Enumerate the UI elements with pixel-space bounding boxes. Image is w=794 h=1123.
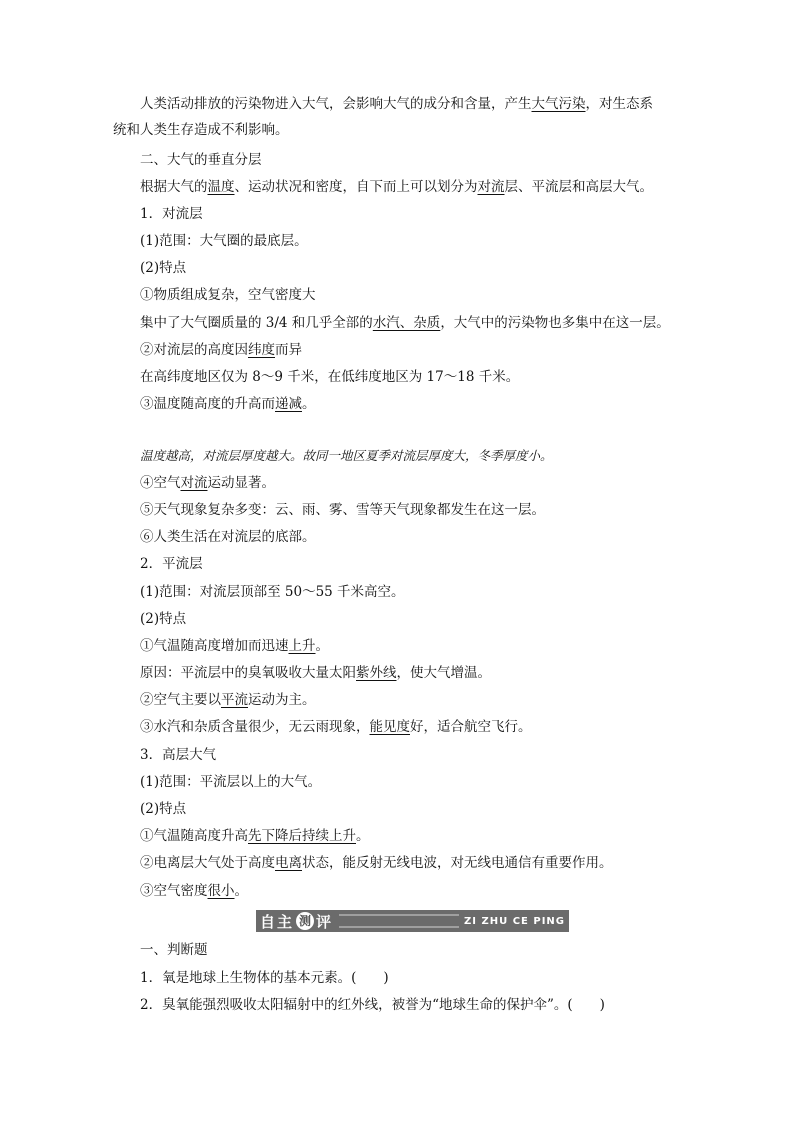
text-line [140,663,491,683]
text-line [140,340,302,360]
text: 2．平流层 [140,556,203,572]
text: 温度越高，对流层厚度越大。故同一地区夏季对流层厚度大，冬季厚度小。 [140,448,553,463]
text: ①气温随高度升高 [140,828,248,844]
underlined-term: 递减 [275,396,302,412]
text-line [140,231,308,251]
text-line [140,527,316,547]
text-line [140,690,316,710]
paragraph-pollution [140,94,653,114]
underlined-term: 大气污染 [531,96,586,112]
quiz-question-1 [140,968,389,988]
text: ④空气 [140,475,181,491]
underlined-term: 先下降后持续上升 [248,828,356,844]
text: 而异 [275,342,302,358]
self-assessment-banner [256,910,569,932]
banner-char: 评 [316,912,334,931]
text-line [140,313,670,333]
text-line [140,636,329,656]
text: ①物质组成复杂，空气密度大 [140,287,316,303]
text-line [140,285,316,305]
text: ③温度随高度的升高而 [140,396,275,412]
text: 好，适合航空飞行。 [410,719,532,735]
underlined-term: 对流 [477,179,505,195]
text: ②对流层的高度因 [140,342,248,358]
text: (2)特点 [140,260,187,276]
text-line [140,717,532,737]
text: 二、大气的垂直分层 [140,152,262,168]
banner-circle-char: 测 [296,912,314,930]
quiz-question-2 [140,995,605,1015]
text: (2)特点 [140,611,187,627]
underlined-term: 水汽、杂质 [372,315,441,331]
text: ③水汽和杂质含量很少，无云雨现象， [140,719,370,735]
text: 运动显著。 [207,475,275,491]
text: (2)特点 [140,801,187,817]
text: 。 [315,638,329,654]
text: ，使大气增温。 [396,665,491,681]
text: ③空气密度 [140,883,208,899]
text-line [140,394,316,414]
text: ，对生态系 [585,96,653,112]
text: 3．高层大气 [140,747,217,763]
text: 集中了大气圈质量的 3/4 和几乎全部的 [140,315,373,331]
text-line [140,500,545,520]
quiz-heading [140,940,208,960]
text-line [140,473,275,493]
text: 1．对流层 [140,206,203,222]
underlined-term: 对流 [180,475,208,491]
text: 层、平流层和高层大气。 [504,179,653,195]
text: ②电离层大气处于高度 [140,855,275,871]
text: 一、判断题 [140,942,208,958]
text: ②空气主要以 [140,692,221,708]
banner-pinyin: ZI ZHU CE PING [464,915,565,927]
text-line [140,258,186,278]
text-line [140,582,405,602]
text-line [140,826,370,846]
underlined-term: 平流 [221,692,248,708]
text: (1)范围：平流层以上的大气。 [140,774,322,790]
text: 。 [302,396,316,412]
text: 统和人类生存造成不利影响。 [113,122,289,138]
underlined-term: 温度 [207,179,235,195]
text-line [140,609,186,629]
text: 在高纬度地区仅为 8～9 千米，在低纬度地区为 17～18 千米。 [140,369,520,385]
text: (1)范围：大气圈的最底层。 [140,233,308,249]
section-heading [140,150,262,170]
underlined-term: 纬度 [248,342,275,358]
text: 。 [234,883,248,899]
text: ，大气中的污染物也多集中在这一层。 [440,315,670,331]
text: ⑥人类生活在对流层的底部。 [140,529,316,545]
subheading-stratosphere [140,554,203,574]
text: 运动为主。 [248,692,316,708]
text-line [140,881,248,901]
text: (1)范围：对流层顶部至 50～55 千米高空。 [140,584,405,600]
banner-char: 自 [260,912,278,931]
subheading-upper-atmosphere [140,745,216,765]
text-line [140,853,613,873]
text: 、运动状况和密度，自下而上可以划分为 [234,179,478,195]
text-line [140,799,186,819]
underlined-term: 上升 [288,638,316,654]
text: 根据大气的 [140,179,208,195]
text-line [140,772,321,792]
underlined-term: 紫外线 [356,665,397,681]
paragraph-pollution-cont [113,120,289,140]
underlined-term: 很小 [207,883,235,899]
handwritten-note [140,446,553,466]
banner-divider [339,914,459,928]
underlined-term: 能见度 [369,719,410,735]
text: ⑤天气现象复杂多变：云、雨、雾、雪等天气现象都发生在这一层。 [140,502,545,518]
text: 状态，能反射无线电波，对无线电通信有重要作用。 [302,855,613,871]
text: 原因：平流层中的臭氧吸收大量太阳 [140,665,356,681]
text: 人类活动排放的污染物进入大气，会影响大气的成分和含量，产生 [140,96,532,112]
text: 1．氧是地球上生物体的基本元素。( ) [140,970,389,986]
paragraph-layers [140,177,653,197]
text-line [140,367,519,387]
text: 2．臭氧能强烈吸收太阳辐射中的红外线，被誉为“地球生命的保护伞”。( ) [140,997,605,1013]
text: ①气温随高度增加而迅速 [140,638,289,654]
text: 。 [356,828,370,844]
subheading-troposphere [140,204,203,224]
banner-char: 主 [277,912,295,931]
underlined-term: 电离 [275,855,302,871]
banner-title [256,910,333,932]
